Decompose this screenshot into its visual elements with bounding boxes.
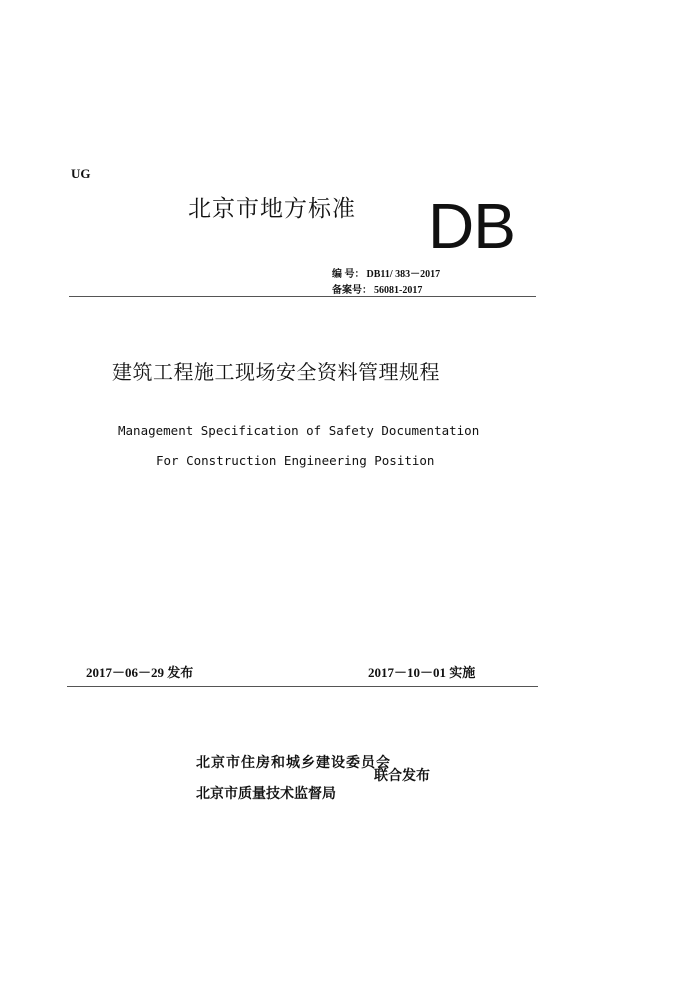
document-title-english-line1: Management Specification of Safety Documentation [118,423,480,438]
issuer-housing-commission: 北京市住房和城乡建设委员会 [196,755,391,771]
standard-code-line [332,265,440,280]
bottom-divider [67,686,538,687]
top-divider [69,296,536,297]
publish-date: 2017－06－29 发布 [86,665,194,680]
record-number-value: 56081-2017 [374,285,423,296]
db-logo: DB [428,190,515,262]
implement-date: 2017－10－01 实施 [368,665,476,680]
document-title-chinese: 建筑工程施工现场安全资料管理规程 [112,360,440,384]
classification-code: UG [71,166,91,181]
standard-code-label: 编 号： [332,269,365,280]
document-title-english-line2: For Construction Engineering Position [156,453,435,468]
joint-release-label: 联合发布 [374,768,430,784]
record-number-line [332,281,422,296]
standard-type-title: 北京市地方标准 [188,196,356,222]
issuer-quality-bureau: 北京市质量技术监督局 [196,786,336,802]
record-number-label: 备案号： [332,285,372,296]
standard-code-value: DB11/ 383－2017 [366,269,441,280]
